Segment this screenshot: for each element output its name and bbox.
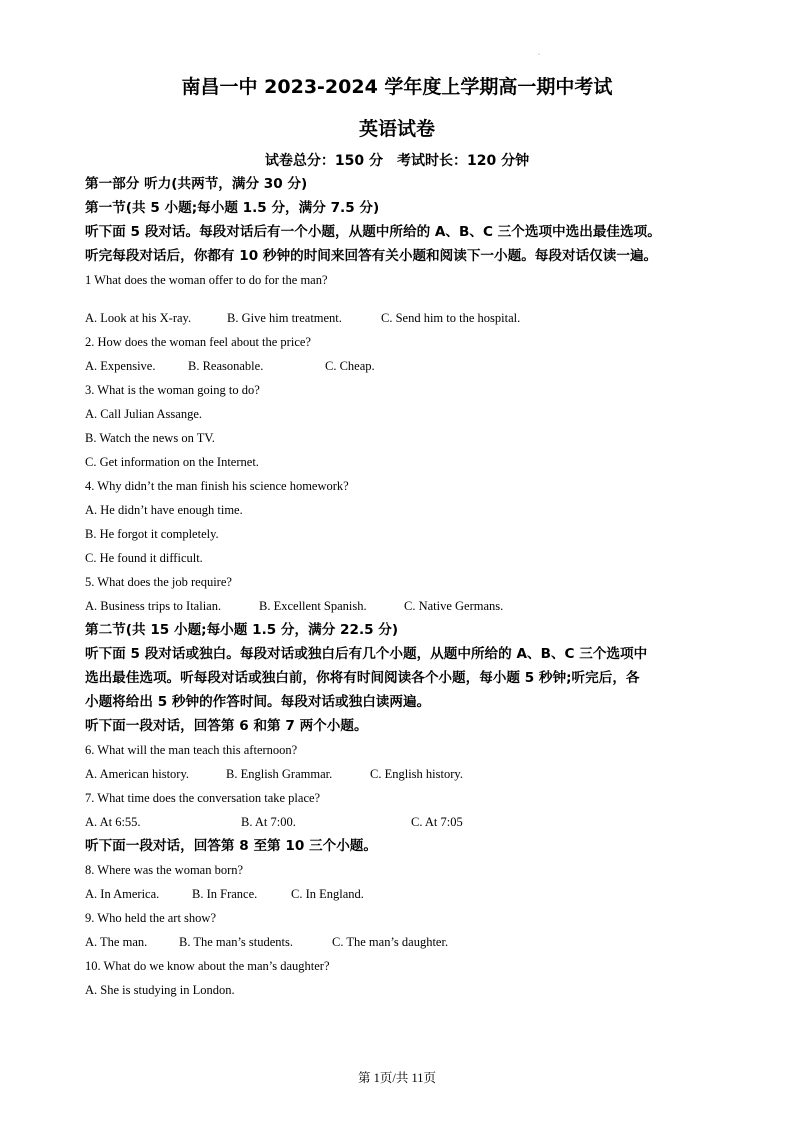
group-instruction: 听下面一段对话，回答第 6 和第 7 两个小题。: [85, 718, 368, 734]
section1-instruction-line: 听下面 5 段对话。每段对话后有一个小题，从题中所给的 A、B、C 三个选项中选出最佳选项。: [85, 224, 661, 240]
option: C. Cheap.: [325, 359, 375, 373]
group-instruction: 听下面一段对话，回答第 8 至第 10 三个小题。: [85, 838, 377, 854]
option: C. English history.: [370, 767, 463, 781]
exam-content: [85, 172, 735, 1002]
question-6: 6. What will the man teach this afternoon?: [85, 743, 298, 757]
option: C. At 7:05: [411, 815, 463, 829]
section2-instruction-line: 听下面 5 段对话或独白。每段对话或独白后有几个小题，从题中所给的 A、B、C 三个选项中: [85, 646, 648, 662]
question-2: 2. How does the woman feel about the price?: [85, 335, 311, 349]
section2-title: 第二节(共 15 小题;每小题 1.5 分，满分 22.5 分): [85, 622, 399, 638]
question-1: 1 What does the woman offer to do for the man?: [85, 273, 328, 287]
question-2-options: [85, 354, 735, 378]
option: A. He didn’t have enough time.: [85, 503, 243, 517]
question-7-options: [85, 810, 735, 834]
option: C. The man’s daughter.: [332, 935, 449, 949]
exam-title: 南昌一中 2023-2024 学年度上学期高一期中考试: [181, 76, 613, 98]
option: A. Look at his X-ray.: [85, 311, 192, 325]
question-4: 4. Why didn’t the man finish his science homework?: [85, 479, 349, 493]
question-8: 8. Where was the woman born?: [85, 863, 244, 877]
option: A. The man.: [85, 935, 148, 949]
option: B. He forgot it completely.: [85, 527, 219, 541]
stray-mark: ·: [538, 52, 540, 58]
option: B. English Grammar.: [226, 767, 333, 781]
option: C. He found it difficult.: [85, 551, 203, 565]
option: B. Watch the news on TV.: [85, 431, 215, 445]
question-9: 9. Who held the art show?: [85, 911, 216, 925]
option: C. Send him to the hospital.: [381, 311, 521, 325]
option: C. Native Germans.: [404, 599, 504, 613]
part1-title: 第一部分 听力(共两节，满分 30 分): [85, 176, 308, 192]
question-3: 3. What is the woman going to do?: [85, 383, 260, 397]
option: B. In France.: [192, 887, 258, 901]
option: A. Business trips to Italian.: [85, 599, 222, 613]
section1-instruction-line: 听完每段对话后，你都有 10 秒钟的时间来回答有关小题和阅读下一小题。每段对话仅读一遍。: [85, 248, 658, 264]
question-5: 5. What does the job require?: [85, 575, 232, 589]
exam-meta: 试卷总分：150 分 考试时长：120 分钟: [264, 153, 530, 169]
option: C. Get information on the Internet.: [85, 455, 259, 469]
question-10: 10. What do we know about the man’s daughter?: [85, 959, 330, 973]
option: A. At 6:55.: [85, 815, 141, 829]
option: A. In America.: [85, 887, 160, 901]
page-number: 第 1页/共 11页: [357, 1071, 436, 1085]
question-7: 7. What time does the conversation take place?: [85, 791, 321, 805]
option: B. Reasonable.: [188, 359, 264, 373]
option: A. Call Julian Assange.: [85, 407, 203, 421]
option: B. Excellent Spanish.: [259, 599, 367, 613]
question-8-options: [85, 882, 735, 906]
option: A. Expensive.: [85, 359, 156, 373]
section2-instruction-line: 选出最佳选项。听每段对话或独白前，你将有时间阅读各个小题，每小题 5 秒钟;听完后，各: [85, 670, 640, 686]
question-1-options: [85, 306, 735, 330]
option: B. The man’s students.: [179, 935, 294, 949]
option: A. She is studying in London.: [85, 983, 235, 997]
option: A. American history.: [85, 767, 190, 781]
section2-instruction-line: 小题将给出 5 秒钟的作答时间。每段对话或独白读两遍。: [85, 694, 431, 710]
section1-title: 第一节(共 5 小题;每小题 1.5 分，满分 7.5 分): [85, 200, 380, 216]
question-6-options: [85, 762, 735, 786]
question-9-options: [85, 930, 735, 954]
option: B. Give him treatment.: [227, 311, 342, 325]
exam-subtitle: 英语试卷: [358, 118, 435, 140]
option: C. In England.: [291, 887, 364, 901]
question-5-options: [85, 594, 735, 618]
option: B. At 7:00.: [241, 815, 296, 829]
